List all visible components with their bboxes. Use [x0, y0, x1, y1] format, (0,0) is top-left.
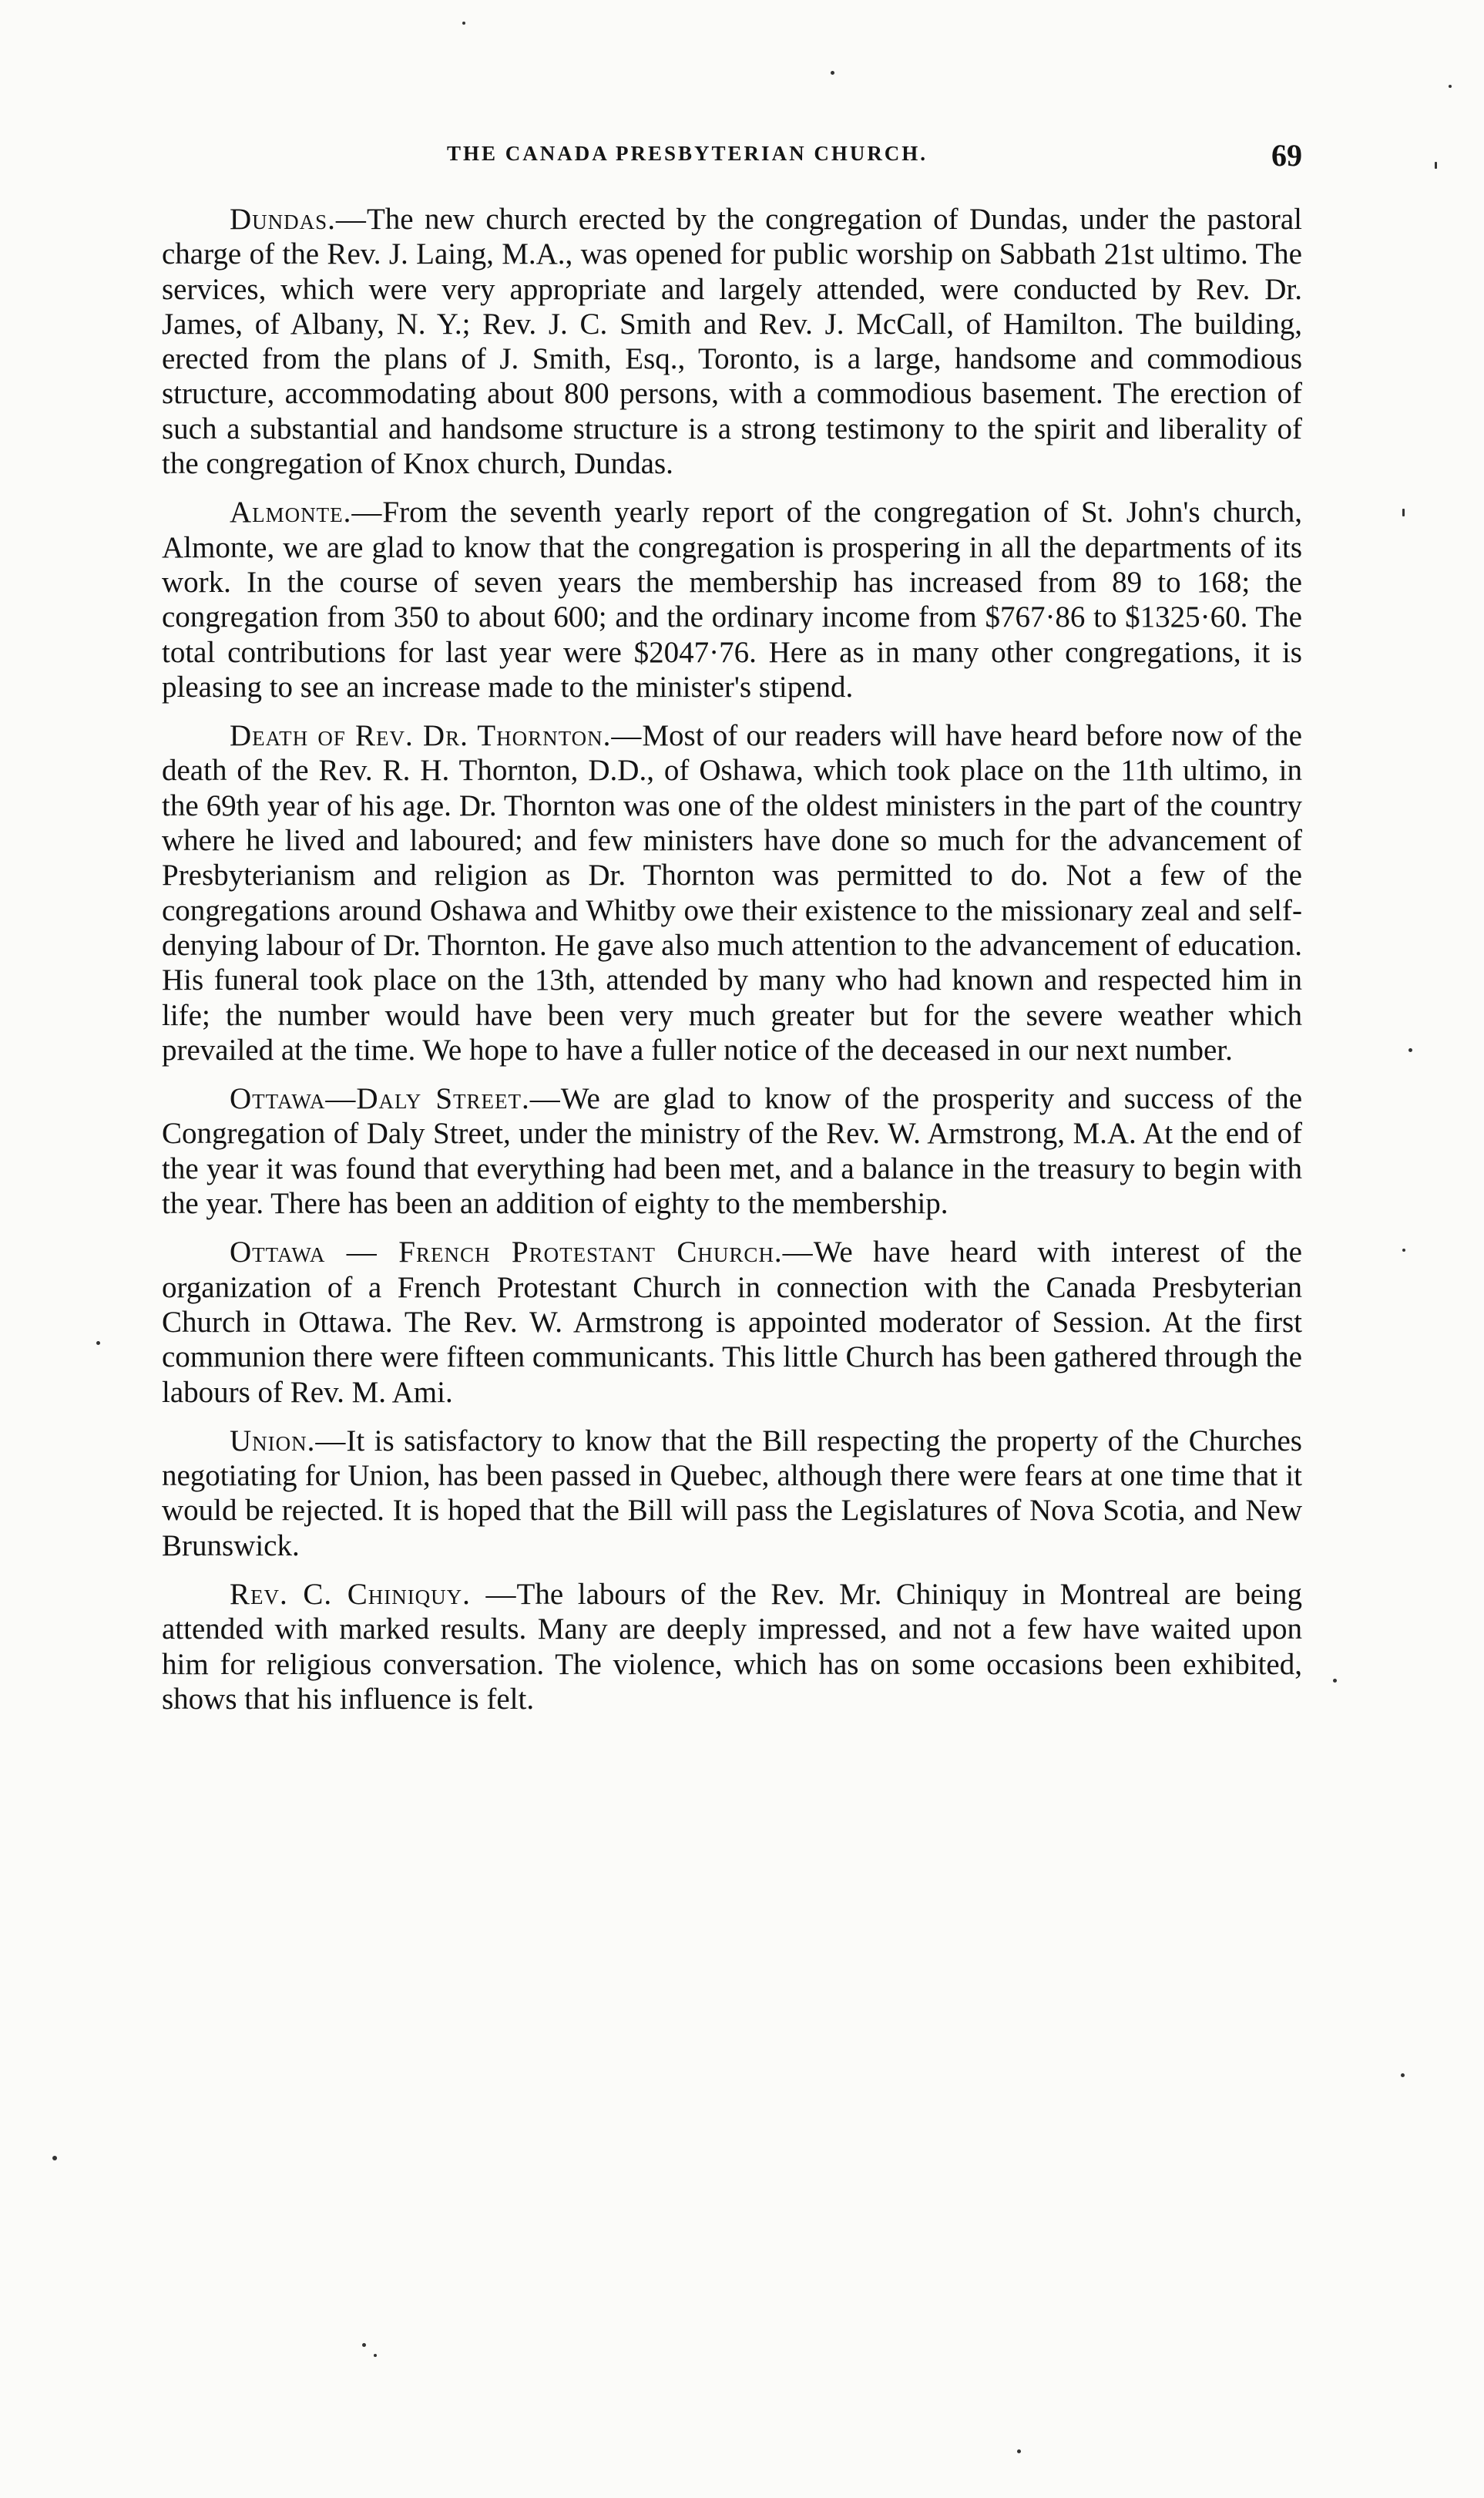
article-rev-c-chiniquy: [162, 1577, 1302, 1716]
article-heading: Ottawa—Daly Street.—: [230, 1082, 561, 1116]
scan-speck: [362, 2343, 366, 2347]
article-union: [162, 1424, 1302, 1563]
scan-speck: [52, 2156, 57, 2160]
scan-speck: [1402, 1249, 1405, 1252]
article-heading: Ottawa — French Protestant Church.—: [230, 1236, 814, 1269]
running-head: THE CANADA PRESBYTERIAN CHURCH.: [447, 142, 928, 165]
article-text: From the seventh yearly report of the congregation of St. John's church, Almonte, we are glad to know that the congregation is prospering in all the departments of its work. In the course of seven years the membership has increased from 89 to 168; the congregation from 350 to about 600; and the ordinary income from $767·86 to $1325·60. The total contributions for last year were $2047·76. Here as in many other congregations, it is pleasing to see an increase made to the minister's stipend.: [162, 496, 1302, 704]
scan-speck: [1408, 1048, 1412, 1052]
article-heading: Dundas.—: [230, 203, 367, 236]
scan-speck: [1449, 85, 1452, 88]
article-column: [162, 202, 1302, 1730]
article-death-of-dr-thornton: [162, 718, 1302, 1067]
article-ottawa-french-protestant-church: [162, 1235, 1302, 1409]
scan-speck: [1401, 2073, 1405, 2077]
scan-speck: [96, 1341, 100, 1345]
scan-speck: [831, 71, 834, 75]
article-text: The new church erected by the congregation of Dundas, under the pastoral charge of the Rev. J. Laing, M.A., was opened for public worship on Sabbath 21st ultimo. The services, which were very appropriate and largely attended, were conducted by Rev. Dr. James, of Albany, N. Y.; Rev. J. C. Smith and Rev. J. McCall, of Hamilton. The building, erected from the plans of J. Smith, Esq., Toronto, is a large, handsome and commodious structure, accommodating about 800 persons, with a commodious basement. The erection of such a substantial and handsome structure is a strong testimony to the spirit and liberality of the congregation of Knox church, Dundas.: [162, 203, 1302, 481]
scan-speck: [1402, 509, 1405, 516]
scan-speck: [462, 22, 465, 25]
article-almonte: [162, 495, 1302, 704]
article-heading: Death of Rev. Dr. Thornton.—: [230, 719, 643, 753]
scan-speck: [1435, 162, 1437, 169]
article-text: We have heard with interest of the organization of a French Protestant Church in connection with the Canada Presbyterian Church in Ottawa. The Rev. W. Armstrong is appointed moderator of Session. At the first communion there were fifteen communicants. This little Church has been gathered through the labours of Rev. M. Ami.: [162, 1236, 1302, 1409]
page-number: 69: [1271, 138, 1302, 173]
article-heading: Almonte.—: [230, 496, 383, 530]
article-heading: Rev. C. Chiniquy. —: [230, 1577, 517, 1611]
scan-speck: [1017, 2449, 1021, 2453]
article-text: The labours of the Rev. Mr. Chiniquy in Montreal are being attended with marked results. Many are deeply impressed, and not a few have waited upon him for religious conversation. The violence, which has on some occasions been exhibited, shows that his influence is felt.: [162, 1577, 1302, 1716]
article-dundas: [162, 202, 1302, 481]
article-text: It is satisfactory to know that the Bill respecting the property of the Churches negotiating for Union, has been passed in Quebec, although there were fears at one time that it would be rejected. It is hoped that the Bill will pass the Legislatures of Nova Scotia, and New Brunswick.: [162, 1424, 1302, 1562]
article-heading: Union.—: [230, 1424, 347, 1457]
scan-speck: [1333, 1679, 1337, 1683]
article-text: We are glad to know of the prosperity and success of the Congregation of Daly Street, under the ministry of the Rev. W. Armstrong, M.A. At the end of the year it was found that everything had been met, and a balance in the treasury to begin with the year. There has been an addition of eighty to the membership.: [162, 1082, 1303, 1221]
scan-speck: [374, 2354, 377, 2357]
article-ottawa-daly-street: [162, 1081, 1302, 1221]
page-header: [162, 137, 1302, 183]
article-text: Most of our readers will have heard before now of the death of the Rev. R. H. Thornton, D.D., of Oshawa, which took place on the 11th ultimo, in the 69th year of his age. Dr. Thornton was one of the oldest ministers in the part of the country where he lived and laboured; and few ministers have done so much for the advancement of Presbyterianism and religion as Dr. Thornton was permitted to do. Not a few of the congregations around Oshawa and Whitby owe their existence to the missionary zeal and self-denying labour of Dr. Thornton. He gave also much attention to the advancement of education. His funeral took place on the 13th, attended by many who had known and respected him in life; the number would have been very much greater but for the severe weather which prevailed at the time. We hope to have a fuller notice of the deceased in our next number.: [162, 719, 1302, 1067]
